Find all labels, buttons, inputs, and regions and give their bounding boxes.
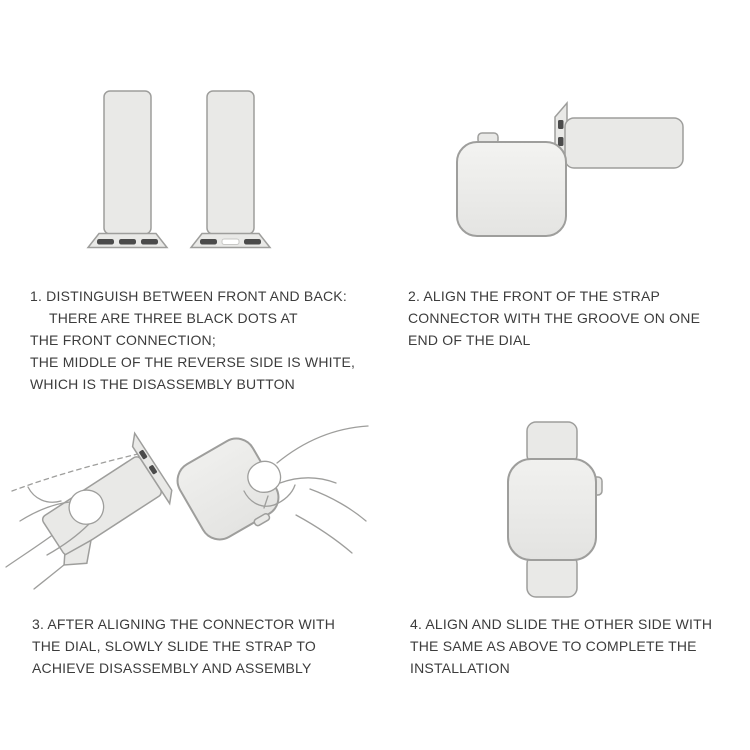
caption-line: THE FRONT CONNECTION; <box>30 332 216 348</box>
step2-illustration-align-connector <box>375 0 750 280</box>
back-dot-right <box>244 239 261 245</box>
step1-illustration-strap-front-and-back <box>0 0 375 280</box>
step-2-caption <box>408 285 700 351</box>
watch-body <box>508 459 596 560</box>
step-3-caption <box>32 613 335 679</box>
caption-line: THERE ARE THREE BLACK DOTS AT <box>49 310 298 326</box>
front-dot-2 <box>119 239 136 245</box>
step-4-caption <box>410 613 712 679</box>
caption-line: 1. DISTINGUISH BETWEEN FRONT AND BACK: <box>30 288 347 304</box>
top-strap <box>527 422 577 464</box>
caption-line: CONNECTOR WITH THE GROOVE ON ONE <box>408 310 701 326</box>
right-thumb <box>248 461 281 492</box>
disassembly-button <box>222 239 239 245</box>
left-thumb <box>69 490 104 524</box>
caption-line: 4. ALIGN AND SLIDE THE OTHER SIDE WITH <box>410 616 713 632</box>
strap-back <box>191 91 270 248</box>
back-dot-left <box>200 239 217 245</box>
watch-body-back <box>457 142 566 236</box>
caption-line: WHICH IS THE DISASSEMBLY BUTTON <box>30 376 295 392</box>
caption-line: THE DIAL, SLOWLY SLIDE THE STRAP TO <box>32 638 316 654</box>
step-1-caption <box>30 285 355 395</box>
strap <box>565 118 683 168</box>
caption-line: END OF THE DIAL <box>408 332 531 348</box>
caption-line: ACHIEVE DISASSEMBLY AND ASSEMBLY <box>32 660 312 676</box>
caption-line: THE MIDDLE OF THE REVERSE SIDE IS WHITE, <box>30 354 356 370</box>
step4-illustration-assembled-watch <box>375 375 750 610</box>
caption-line: 3. AFTER ALIGNING THE CONNECTOR WITH <box>32 616 336 632</box>
caption-line: 2. ALIGN THE FRONT OF THE STRAP <box>408 288 661 304</box>
front-dot-1 <box>97 239 114 245</box>
caption-line: INSTALLATION <box>410 660 510 676</box>
caption-line: THE SAME AS ABOVE TO COMPLETE THE <box>410 638 697 654</box>
strap-front <box>88 91 167 248</box>
step3-illustration-hands-sliding-strap <box>0 375 375 610</box>
bottom-strap <box>527 555 577 597</box>
front-dot-3 <box>141 239 158 245</box>
